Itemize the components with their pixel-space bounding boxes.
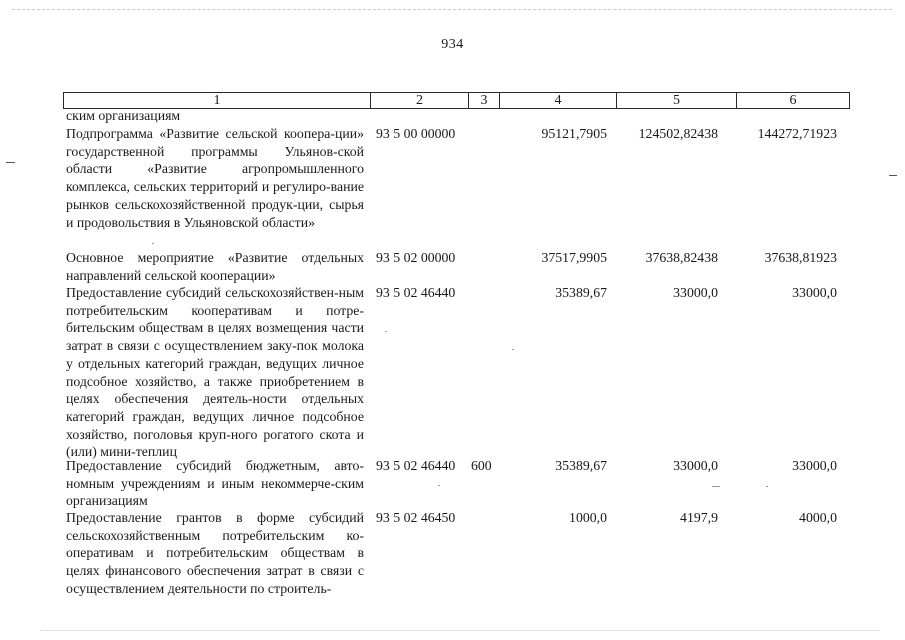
row-code: 93 5 02 46450 [376,510,456,525]
row-value-col4: 35389,67 [555,285,607,300]
row-value-col5: 33000,0 [673,285,718,300]
margin-mark-left [6,162,15,163]
column-header-3: 3 [469,93,500,108]
column-header-2: 2 [371,93,469,108]
page-number: 934 [441,37,464,52]
row-code: 93 5 02 46440 [376,458,456,473]
row-description: Предоставление субсидий сельскохозяйствен-ным потребительским кооперативам и потре-бительским обществам в целях возмещения части затрат в связи с осуществлением заку-пок молока у отдельных категорий граждан, ведущих личное подсобное хозяйство, а также приобретением в целях обеспечения деятель-ности отдельных категорий граждан, ведущих личное подсобное хозяйство, поголовья круп-ного рогатого скота и (или) мини-теплиц [66,285,364,460]
scan-speck [712,486,720,487]
scan-speck [766,486,768,487]
row-description: Предоставление грантов в форме субсидий сельскохозяйственным потребительским ко-оперативам и потребительским обществам в целях финансового обеспечения затрат в связи с осуществлением деятельности по строитель- [66,510,364,596]
row-value-col4: 1000,0 [569,510,607,525]
scan-speck [438,485,440,486]
row-value-col4: 37517,9905 [541,250,607,265]
row-value-col6: 33000,0 [792,458,837,473]
margin-mark-right [889,175,897,176]
column-header-4: 4 [500,93,617,108]
row-value-col6: 37638,81923 [764,250,837,265]
row-value-col6: 144272,71923 [757,126,837,141]
scan-speck [512,349,514,350]
scan-speck [385,331,387,332]
row-description: ским организациям [66,108,181,123]
scan-top-border [12,9,892,10]
row-code: 93 5 02 46440 [376,285,456,300]
column-header-1: 1 [64,93,371,108]
row-code: 93 5 02 00000 [376,250,456,265]
row-value-col5: 37638,82438 [645,250,718,265]
row-value-col6: 4000,0 [799,510,837,525]
row-value-col6: 33000,0 [792,285,837,300]
row-value-col5: 4197,9 [680,510,718,525]
row-type-code: 600 [471,458,492,473]
scan-speck [152,243,154,244]
row-value-col4: 95121,7905 [541,126,607,141]
row-value-col4: 35389,67 [555,458,607,473]
column-header-5: 5 [617,93,737,108]
row-value-col5: 124502,82438 [638,126,718,141]
row-description: Подпрограмма «Развитие сельской коопера-ции» государственной программы Ульянов-ской области «Развитие агропромышленного комплекса, сельских территорий и регулиро-вание рынков сельскохозяйственной продук-ции, сырья и продовольствия в Ульяновской области» [66,126,364,230]
row-code: 93 5 00 00000 [376,126,456,141]
row-description: Основное мероприятие «Развитие отдельных направлений сельской кооперации» [66,250,364,283]
column-header-6: 6 [789,93,797,108]
row-description: Предоставление субсидий бюджетным, авто-номным учреждениям и иным некоммерче-ским организациям [66,458,364,509]
scan-bottom-border [40,630,880,631]
row-value-col5: 33000,0 [673,458,718,473]
